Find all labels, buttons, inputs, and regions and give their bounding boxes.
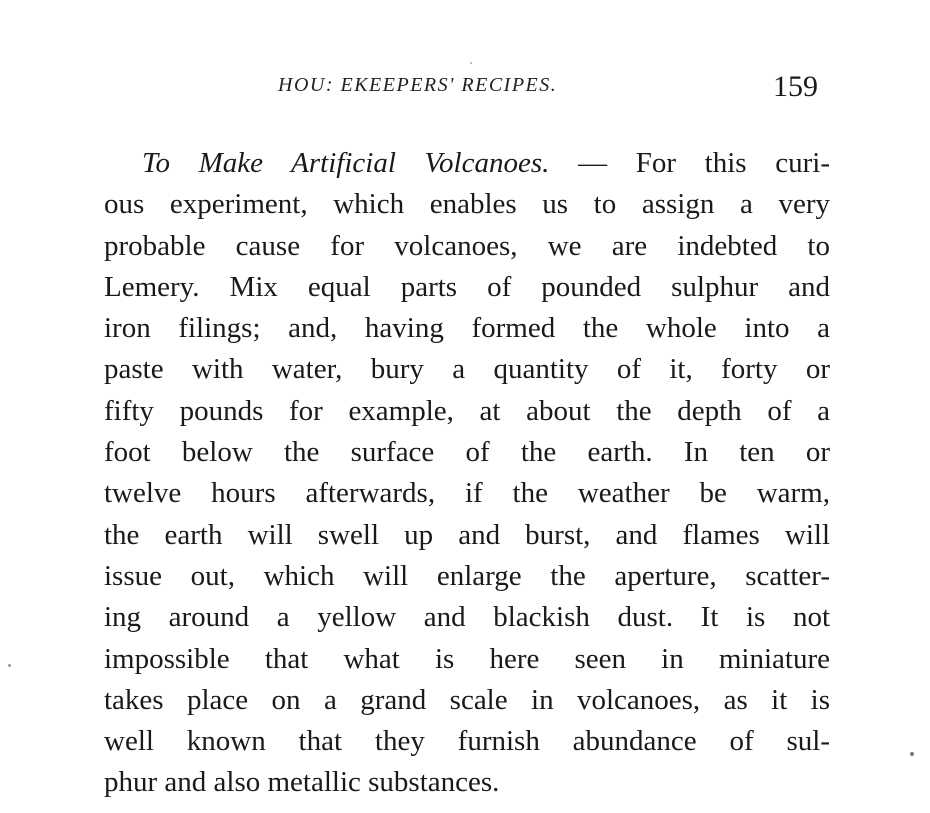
text-line: probable cause for volcanoes, we are indebted to [104, 229, 830, 262]
text-line: fifty pounds for example, at about the depth of a [104, 394, 830, 427]
running-title: HOU: EKEEPERS' RECIPES. [278, 74, 558, 96]
text-line: the earth will swell up and burst, and flames will [104, 518, 830, 551]
page-number: 159 [773, 70, 818, 103]
text-line: Lemery. Mix equal parts of pounded sulphur and [104, 270, 830, 303]
text-line: well known that they furnish abundance of sul- [104, 725, 830, 758]
text-line: iron filings; and, having formed the whole into a [104, 312, 830, 345]
text-line: impossible that what is here seen in miniature [104, 642, 830, 675]
text-line: ing around a yellow and blackish dust. It is not [104, 601, 830, 634]
text-line: foot below the surface of the earth. In ten or [104, 436, 830, 469]
text-line: paste with water, bury a quantity of it, forty or [104, 353, 830, 386]
print-speck [8, 664, 11, 667]
text-line: twelve hours afterwards, if the weather be warm, [104, 477, 830, 510]
text-line: issue out, which will enlarge the aperture, scatter- [104, 559, 830, 592]
article-body [104, 143, 830, 804]
print-speck [470, 62, 472, 64]
text-line: takes place on a grand scale in volcanoes, as it is [104, 683, 830, 716]
text-line: ous experiment, which enables us to assign a very [104, 188, 830, 221]
text-line-last: phur and also metallic substances. [104, 766, 500, 799]
article-heading: To Make Artificial Volcanoes. [142, 147, 550, 179]
print-speck [910, 752, 914, 756]
text-line-1 [104, 143, 830, 184]
running-head [0, 70, 930, 106]
heading-continuation: — For this curi- [578, 147, 830, 179]
